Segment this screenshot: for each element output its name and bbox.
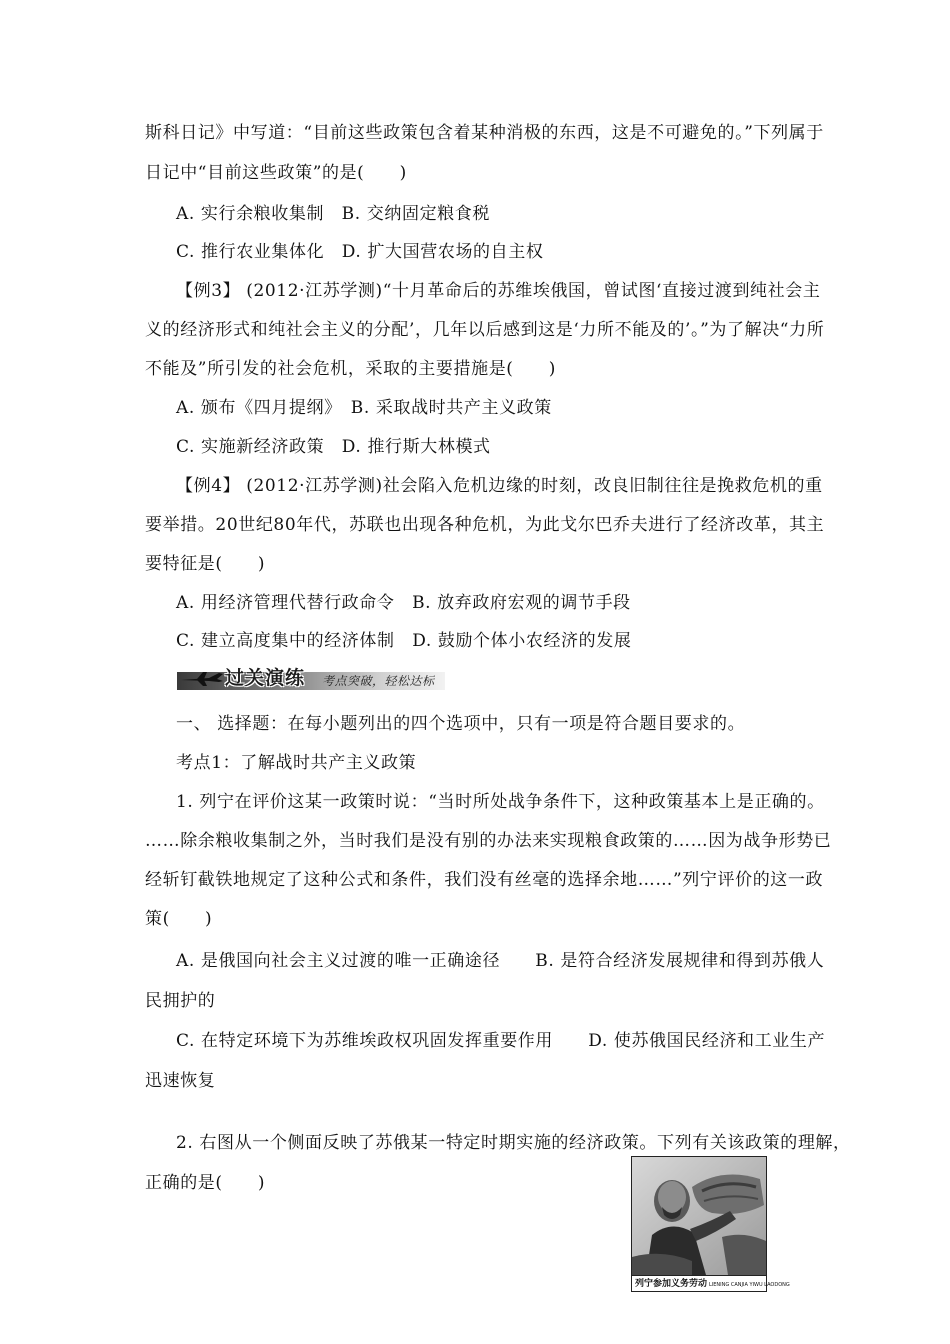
text-line: 要特征是( ) (145, 554, 266, 574)
photo-caption: 列宁参加义务劳动 LIENING CANJIA YIWU LAODONG (632, 1275, 766, 1291)
banner-title: 过关演练 (225, 667, 306, 689)
text-line: 迅速恢复 (145, 1071, 216, 1091)
banner-subtitle: 考点突破，轻松达标 (322, 674, 435, 688)
text-line: ……除余粮收集制之外，当时我们是没有别的办法来实现粮食政策的……因为战争形势已 (145, 831, 832, 851)
text-line: 斯科日记》中写道：“目前这些政策包含着某种消极的东西，这是不可避免的。”下列属于 (145, 123, 824, 143)
option-line: A. 是俄国向社会主义过渡的唯一正确途径 B. 是符合经济发展规律和得到苏俄人 (176, 951, 825, 971)
option-line: A. 用经济管理代替行政命令 B. 放弃政府宏观的调节手段 (176, 593, 631, 613)
photo-image (632, 1157, 766, 1275)
option-line: C. 在特定环境下为苏维埃政权巩固发挥重要作用 D. 使苏俄国民经济和工业生产 (176, 1031, 826, 1051)
question-1-stem: 1. 列宁在评价这某一政策时说：“当时所处战争条件下，这种政策基本上是正确的。 (176, 792, 825, 812)
text-line: 策( ) (145, 909, 213, 929)
option-line: A. 实行余粮收集制 B. 交纳固定粮食税 (176, 204, 490, 224)
topic-heading: 考点1：了解战时共产主义政策 (176, 753, 417, 773)
option-line: C. 推行农业集体化 D. 扩大国营农场的自主权 (176, 242, 544, 262)
section-heading: 一、 选择题：在每小题列出的四个选项中，只有一项是符合题目要求的。 (176, 714, 746, 734)
example-3-heading: 【例3】 (2012·江苏学测)“十月革命后的苏维埃俄国，曾试图‘直接过渡到纯社会主 (176, 281, 821, 301)
option-line: C. 实施新经济政策 D. 推行斯大林模式 (176, 437, 491, 457)
option-line: C. 建立高度集中的经济体制 D. 鼓励个体小农经济的发展 (176, 631, 632, 651)
text-line: 要举措。20世纪80年代，苏联也出现各种危机，为此戈尔巴乔夫进行了经济改革，其主 (145, 515, 825, 535)
text-line: 正确的是( ) (145, 1173, 266, 1193)
text-line: 民拥护的 (145, 991, 216, 1011)
question-2-stem: 2. 右图从一个侧面反映了苏俄某一特定时期实施的经济政策。下列有关该政策的理解， (176, 1133, 851, 1153)
option-line: A. 颁布《四月提纲》 B. 采取战时共产主义政策 (176, 398, 552, 418)
text-line: 不能及”所引发的社会危机，采取的主要措施是( ) (145, 359, 556, 379)
section-banner (177, 664, 445, 692)
example-4-heading: 【例4】 (2012·江苏学测)社会陷入危机边缘的时刻，改良旧制往往是挽救危机的重 (176, 476, 823, 496)
text-line: 义的经济形式和纯社会主义的分配’，几年以后感到这是‘力所不能及的’。”为了解决“力所 (145, 320, 825, 340)
text-line: 经斩钉截铁地规定了这种公式和条件，我们没有丝毫的选择余地……”列宁评价的这一政 (145, 870, 824, 890)
text-line: 日记中“目前这些政策”的是( ) (145, 163, 407, 183)
lenin-labor-photo (631, 1156, 790, 1292)
airplane-icon (179, 670, 225, 688)
